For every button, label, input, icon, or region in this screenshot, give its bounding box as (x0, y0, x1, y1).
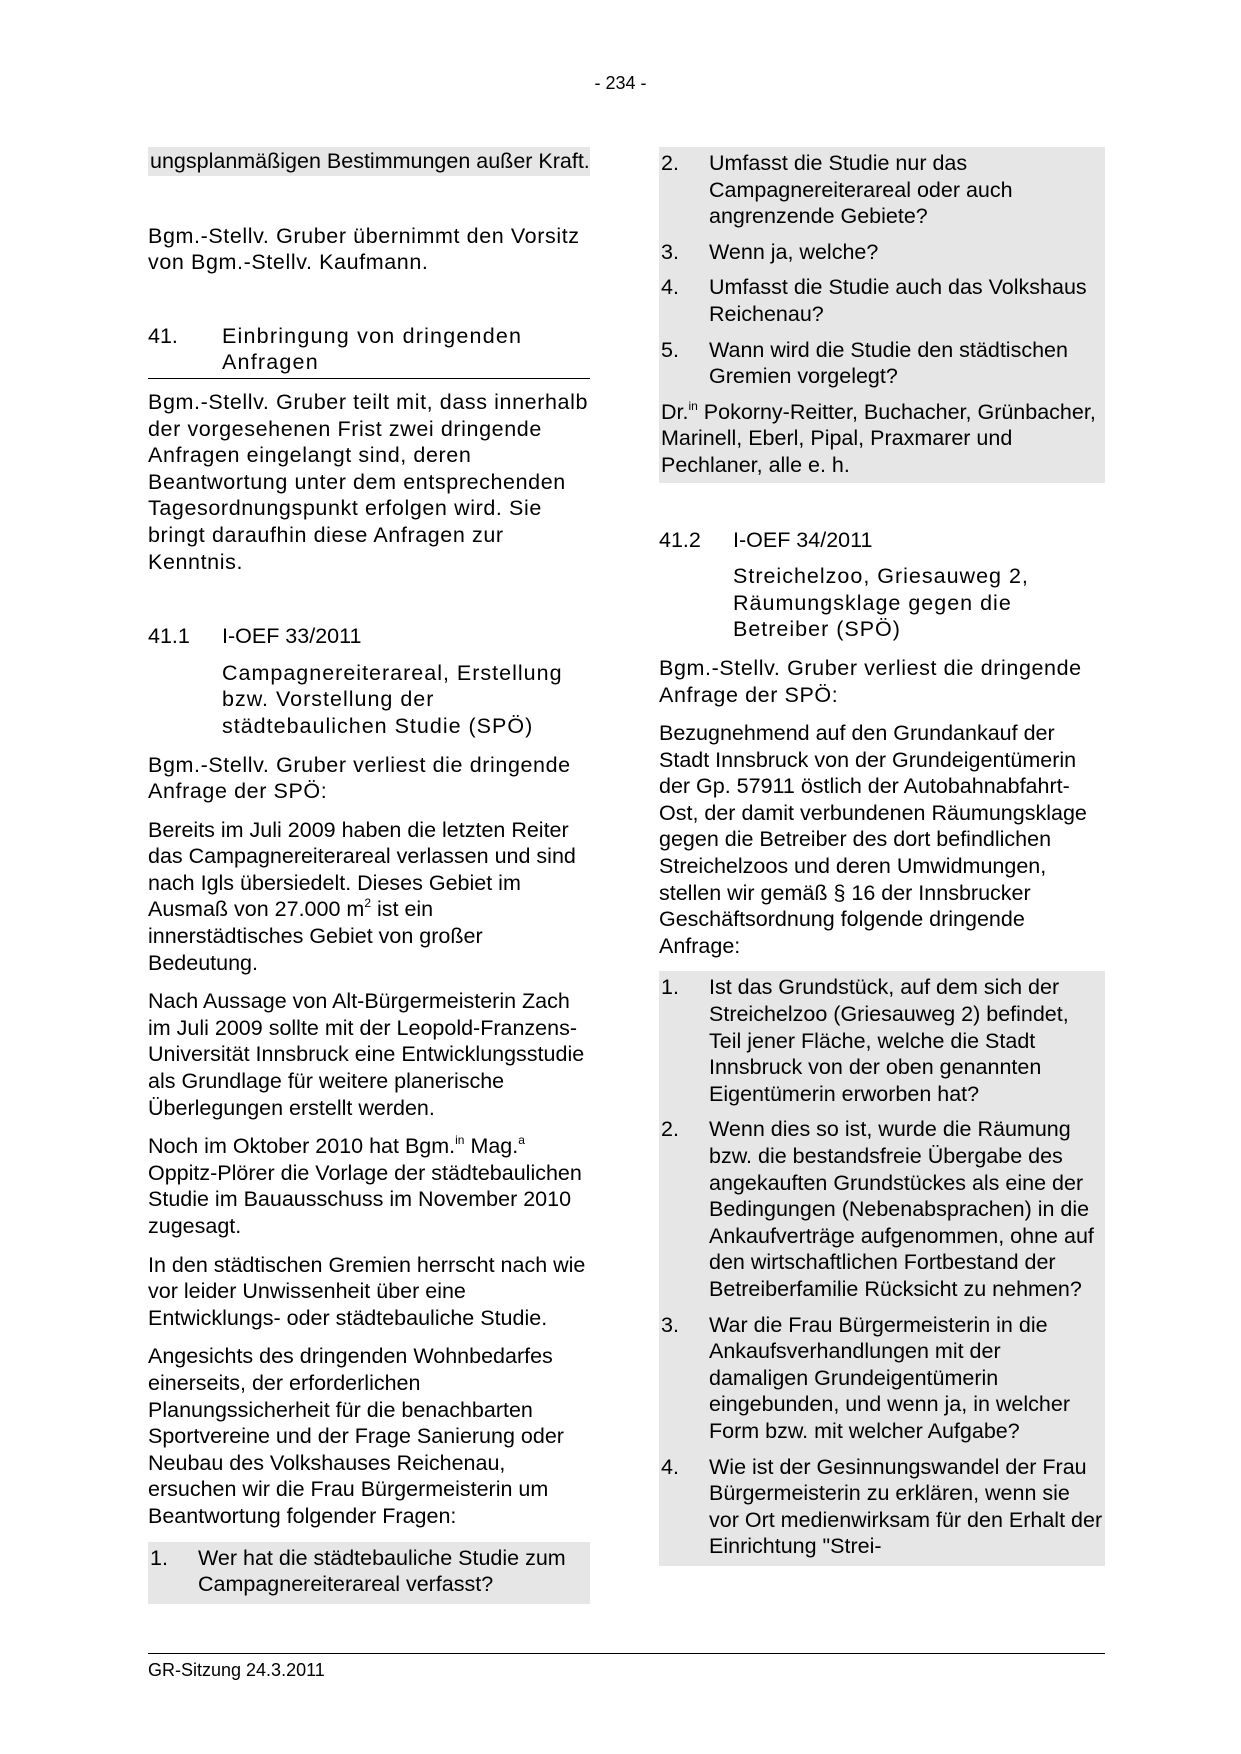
section-41-1-code: I-OEF 33/2011 (222, 624, 362, 649)
continued-paragraph: ungsplanmäßigen Bestimmungen außer Kraft. (148, 147, 590, 176)
signatories-text-a: Dr. (661, 399, 689, 424)
right-column (659, 147, 1105, 1566)
body-paragraph: Bezugnehmend auf den Grundankauf der Stadt Innsbruck von der Grundeigentümerin der Gp. 57911 östlich der Autobahnabfahrt-Ost, der damit verbundenen Räumungsklage gegen die Betreiber des dort befindlichen Streichelzoos und deren Umwidmungen, stellen wir gemäß § 16 der Innsbrucker Geschäftsordnung folgende dringende Anfrage: (659, 721, 1087, 958)
section-41-2-heading (659, 527, 1105, 554)
superscript-a: a (518, 1133, 525, 1148)
question-2-item-4 (659, 1451, 1105, 1566)
question-item-text: Wenn ja, welche? (709, 239, 879, 264)
question-2-item-3 (659, 1309, 1105, 1451)
signatories (659, 396, 1105, 483)
question-item-number: 2. (661, 1117, 679, 1142)
question-item-text: Wenn dies so ist, wurde die Räumung bzw. die bestandsfreie Übergabe des angekauften Grundstückes als eine der Bedingungen (Nebenabsprachen) in die Ankaufverträge aufgenommen, ohne auf den wirtschaftlichen Fortbestand der Betreiberfamilie Rücksicht zu nehmen? (709, 1117, 1094, 1301)
question-item-number: 2. (661, 151, 679, 175)
section-41-2-title: Streichelzoo, Griesauweg 2, Räumungsklage gegen die Betreiber (SPÖ) (733, 564, 1029, 642)
body-paragraph-1-text-b: ist ein innerstädtisches Gebiet von großer Bedeutung. (148, 897, 483, 975)
section-41-heading (148, 323, 590, 379)
question-item-3 (659, 236, 1105, 272)
chair-change-paragraph: Bgm.-Stellv. Gruber übernimmt den Vorsitz von Bgm.-Stellv. Kaufmann. (148, 223, 580, 275)
left-column (148, 147, 590, 1604)
question-item-text: Wann wird die Studie den städtischen Gremien vorgelegt? (709, 337, 1068, 389)
question-item-text: Umfasst die Studie nur das Campagnereiterareal oder auch angrenzende Gebiete? (709, 151, 1013, 229)
question-item-text: Umfasst die Studie auch das Volkshaus Reichenau? (709, 275, 1087, 326)
section-41-1-title: Campagnereiterareal, Erstellung bzw. Vorstellung der städtebaulichen Studie (SPÖ) (222, 660, 563, 738)
question-item-number: 5. (661, 337, 679, 362)
question-item-1-number: 1. (150, 1545, 168, 1570)
question-item-number: 1. (661, 975, 679, 1000)
question-item-text: Ist das Grundstück, auf dem sich der Streichelzoo (Griesauweg 2) befindet, Teil jener Fläche, welche die Stadt Innsbruck von der oben genannten Eigentümerin erworben hat? (709, 975, 1069, 1106)
footer: GR-Sitzung 24.3.2011 (148, 1653, 1105, 1681)
question-item-5 (659, 334, 1105, 396)
signatories-text-b: Pokorny-Reitter, Buchacher, Grünbacher, Marinell, Eberl, Pipal, Praxmarer und Pechlaner, alle e. h. (661, 399, 1096, 477)
question-item-number: 3. (661, 239, 679, 264)
question-item-text: Wie ist der Gesinnungswandel der Frau Bürgermeisterin zu erklären, wenn sie vor Ort medienwirksam für den Erhalt der Einrichtung "Strei- (709, 1454, 1103, 1559)
superscript-2: 2 (364, 896, 371, 911)
question-item-2 (659, 147, 1105, 236)
reads-paragraph: Bgm.-Stellv. Gruber verliest die dringende Anfrage der SPÖ: (148, 752, 571, 804)
section-41-2-number: 41.2 (659, 527, 701, 552)
question-item-number: 3. (661, 1312, 679, 1337)
question-2-item-1 (659, 971, 1105, 1113)
superscript-in: in (688, 398, 698, 413)
question-2-item-2 (659, 1113, 1105, 1308)
page-number: - 234 - (594, 73, 647, 93)
section-41-1-heading (148, 623, 590, 650)
body-paragraph-4: In den städtischen Gremien herrscht nach wie vor leider Unwissenheit über eine Entwicklungs- oder städtebauliche Studie. (148, 1252, 586, 1330)
superscript-in: in (455, 1133, 465, 1148)
section-41-2-code: I-OEF 34/2011 (733, 527, 873, 552)
body-paragraph-3-text-c: Oppitz-Plörer die Vorlage der städtebaulichen Studie im Bauausschuss im November 2010 zugesagt. (148, 1160, 582, 1238)
section-41-intro: Bgm.-Stellv. Gruber teilt mit, dass innerhalb der vorgesehenen Frist zwei dringende Anfragen eingelangt sind, deren Beantwortung unter dem entsprechenden Tagesordnungspunkt erfolgen wird. Sie bringt daraufhin diese Anfragen zur Kenntnis. (148, 389, 589, 574)
body-paragraph-1-text-a: Bereits im Juli 2009 haben die letzten Reiter das Campagnereiterareal verlassen und sind nach Igls übersiedelt. Dieses Gebiet im Ausmaß von 27.000 m (148, 817, 576, 922)
body-paragraph-1 (148, 817, 590, 977)
question-item-number: 4. (661, 1454, 679, 1479)
question-item-1 (148, 1542, 590, 1604)
body-paragraph-3-text-a: Noch im Oktober 2010 hat Bgm. (148, 1134, 456, 1159)
question-item-number: 4. (661, 275, 679, 300)
body-paragraph-2: Nach Aussage von Alt-Bürgermeisterin Zach im Juli 2009 sollte mit der Leopold-Franzens-Universität Innsbruck eine Entwicklungsstudie als Grundlage für weitere planerische Überlegungen erstellt werden. (148, 989, 585, 1120)
question-item-4 (659, 271, 1105, 333)
question-item-text: War die Frau Bürgermeisterin in die Ankaufsverhandlungen mit der damaligen Grundeigentümerin eingebunden, und wenn ja, in welcher Form bzw. mit welcher Aufgabe? (709, 1312, 1070, 1443)
section-41-number: 41. (148, 323, 178, 348)
body-paragraph-3 (148, 1133, 590, 1239)
question-item-1-text: Wer hat die städtebauliche Studie zum Campagnereiterareal verfasst? (198, 1545, 566, 1597)
reads-paragraph: Bgm.-Stellv. Gruber verliest die dringende Anfrage der SPÖ: (659, 655, 1082, 707)
question-list-continued (659, 147, 1105, 483)
body-paragraph-5: Angesichts des dringenden Wohnbedarfes einerseits, der erforderlichen Planungssicherheit für die benachbarten Sportvereine und der Frage Sanierung oder Neubau des Volkshauses Reichenau, ersuchen wir die Frau Bürgermeisterin um Beantwortung folgender Fragen: (148, 1344, 564, 1528)
section-41-title: Einbringung von dringenden Anfragen (222, 323, 523, 375)
question-list-2 (659, 971, 1105, 1565)
body-paragraph-3-text-b: Mag. (464, 1134, 519, 1159)
section-41-1-number: 41.1 (148, 624, 190, 649)
